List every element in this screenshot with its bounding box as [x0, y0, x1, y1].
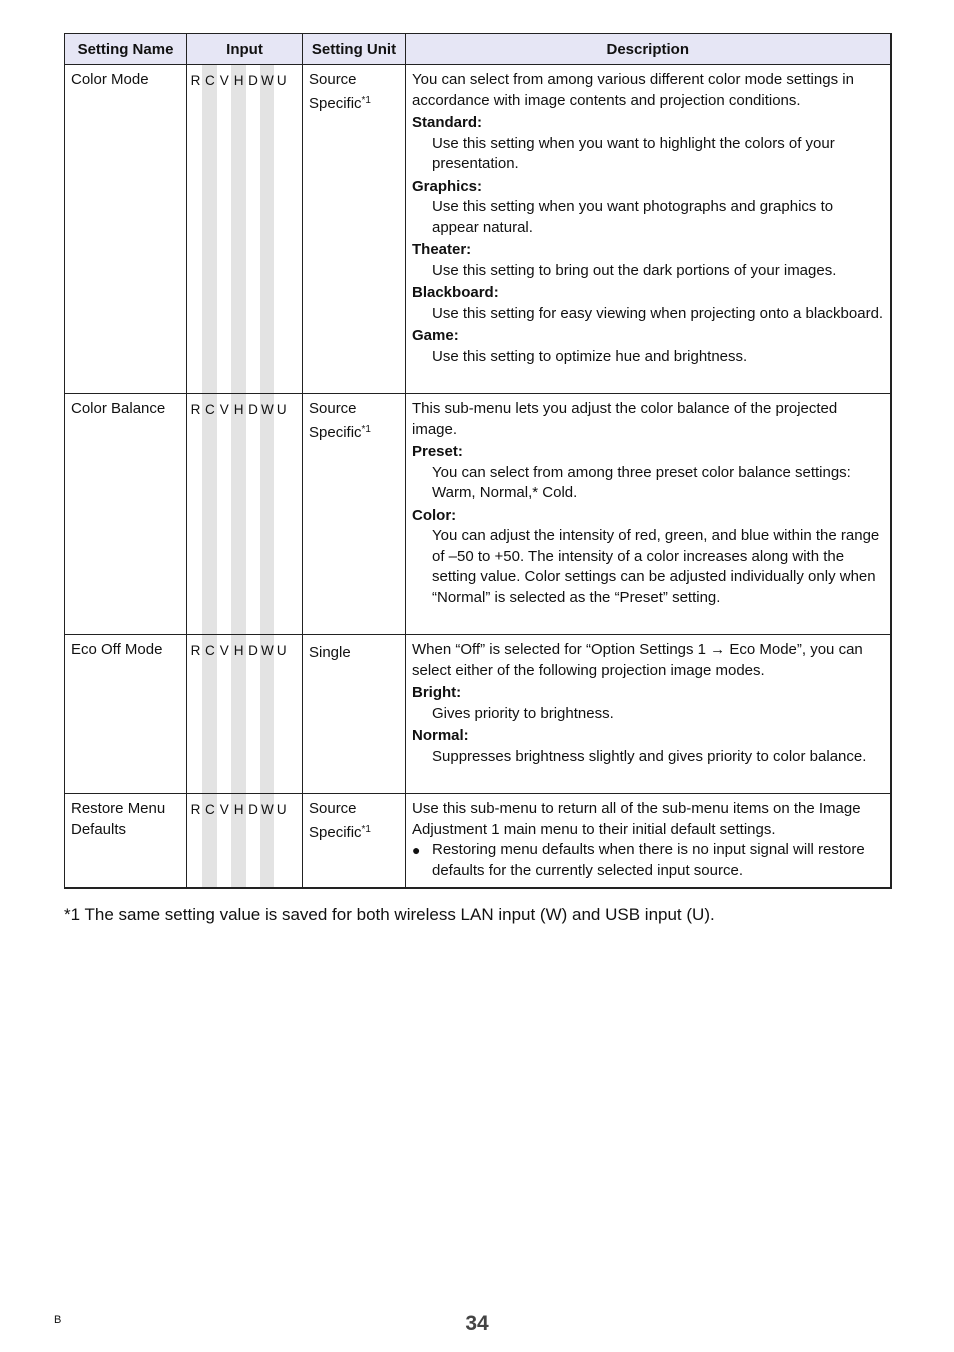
header-setting-name: Setting Name: [65, 34, 187, 65]
option-detail: You can select from among three preset color balance settings: Warm, Normal,* Cold.: [432, 463, 851, 501]
input-letter: V: [219, 73, 229, 88]
input-letter: R: [190, 73, 200, 88]
setting-unit-cell: [303, 794, 406, 889]
input-letter: W: [260, 394, 274, 634]
input-letter: W: [260, 65, 274, 393]
table-header-row: [65, 34, 891, 65]
setting-unit-text: Source Specific: [309, 400, 362, 441]
bullet-text: Restoring menu defaults when there is no input signal will restore defaults for the currently selected input source.: [432, 841, 865, 879]
footnote-ref: *1: [361, 423, 371, 435]
description-intro: Use this sub-menu to return all of the sub-menu items on the Image Adjustment 1 main menu to their initial default settings.: [412, 800, 861, 838]
page-number: 34: [465, 1312, 489, 1335]
table-row: [65, 635, 891, 794]
input-letter: H: [231, 394, 245, 634]
input-letters: [187, 794, 289, 887]
input-letters: [187, 394, 289, 634]
input-cell: [187, 635, 303, 794]
input-letter: H: [231, 65, 245, 393]
input-letter: R: [190, 643, 200, 658]
description-cell: [406, 394, 891, 635]
input-letter: C: [202, 794, 216, 887]
footnote-ref: *1: [361, 823, 371, 835]
option-term: Normal:: [412, 727, 469, 744]
input-letter: V: [219, 643, 229, 658]
setting-name-cell: Color Balance: [65, 394, 187, 635]
setting-name-cell: Eco Off Mode: [65, 635, 187, 794]
input-letter: D: [248, 643, 258, 658]
input-letter: C: [202, 394, 216, 634]
input-cell: [187, 394, 303, 635]
input-letter: R: [190, 402, 200, 417]
option-term: Blackboard:: [412, 284, 499, 301]
input-letter: U: [276, 643, 287, 658]
input-letter: U: [276, 802, 287, 817]
input-letter: D: [248, 802, 258, 817]
bullet-icon: ●: [412, 842, 421, 858]
description-cell: [406, 635, 891, 794]
table-row: [65, 394, 891, 635]
setting-unit-cell: [303, 65, 406, 394]
input-letter: C: [202, 65, 216, 393]
option-detail: Suppresses brightness slightly and gives priority to color balance.: [432, 747, 867, 765]
option-detail: You can adjust the intensity of red, green, and blue within the range of –50 to +50. The intensity of a color increases along with the setting value. Color settings can be adjusted individually only when “Normal” is selected as the “Preset” setting.: [432, 527, 880, 606]
input-letter: R: [190, 802, 200, 817]
option-term: Theater:: [412, 241, 472, 258]
option-term: Standard:: [412, 114, 483, 131]
footnote: *1 The same setting value is saved for both wireless LAN input (W) and USB input (U).: [64, 905, 715, 924]
setting-unit-text: Source Specific: [309, 800, 362, 841]
table-row: [65, 65, 891, 394]
input-letter: D: [248, 402, 258, 417]
bullet-item: [412, 840, 884, 881]
description-cell: [406, 65, 891, 394]
option-detail: Use this setting when you want to highlight the colors of your presentation.: [432, 134, 835, 172]
input-letter: V: [219, 402, 229, 417]
option-term: Bright:: [412, 684, 462, 701]
input-letter: H: [231, 794, 245, 887]
page-marker: B: [54, 1314, 62, 1326]
option-detail: Use this setting when you want photographs and graphics to appear natural.: [432, 198, 834, 236]
settings-table: [64, 33, 892, 889]
setting-name-cell: Restore Menu Defaults: [65, 794, 187, 889]
input-letter: U: [276, 402, 287, 417]
input-letter: U: [276, 73, 287, 88]
input-letters: [187, 65, 289, 393]
option-term: Graphics:: [412, 177, 483, 195]
description-intro: When “Off” is selected for “Option Settings 1 → Eco Mode”, you can select either of the following projection image modes.: [412, 641, 863, 679]
option-detail: Gives priority to brightness.: [432, 704, 614, 722]
option-term: Color:: [412, 506, 457, 524]
input-letter: D: [248, 73, 258, 88]
input-letter: C: [202, 635, 216, 793]
option-term: Preset:: [412, 443, 463, 460]
setting-name-cell: Color Mode: [65, 65, 187, 394]
input-cell: [187, 65, 303, 394]
header-description: Description: [406, 34, 891, 65]
option-detail: Use this setting to optimize hue and brightness.: [432, 347, 748, 365]
description-intro: This sub-menu lets you adjust the color balance of the projected image.: [412, 400, 838, 438]
option-term: Game:: [412, 327, 459, 344]
header-setting-unit: Setting Unit: [303, 34, 406, 65]
input-letter: H: [231, 635, 245, 793]
option-detail: Use this setting to bring out the dark portions of your images.: [432, 261, 837, 279]
input-letter: V: [219, 802, 229, 817]
description-cell: [406, 794, 891, 889]
setting-unit-cell: [303, 394, 406, 635]
option-detail: Use this setting for easy viewing when projecting onto a blackboard.: [432, 304, 884, 322]
header-input: Input: [187, 34, 303, 65]
table-row: [65, 794, 891, 889]
input-letters: [187, 635, 289, 793]
setting-unit-text: Source Specific: [309, 71, 362, 112]
description-intro: You can select from among various different color mode settings in accordance with image contents and projection conditions.: [412, 71, 854, 109]
input-cell: [187, 794, 303, 889]
input-letter: W: [260, 635, 274, 793]
footnote-ref: *1: [361, 94, 371, 106]
input-letter: W: [260, 794, 274, 887]
setting-unit-cell: [303, 635, 406, 794]
setting-unit-text: Single: [309, 644, 351, 661]
